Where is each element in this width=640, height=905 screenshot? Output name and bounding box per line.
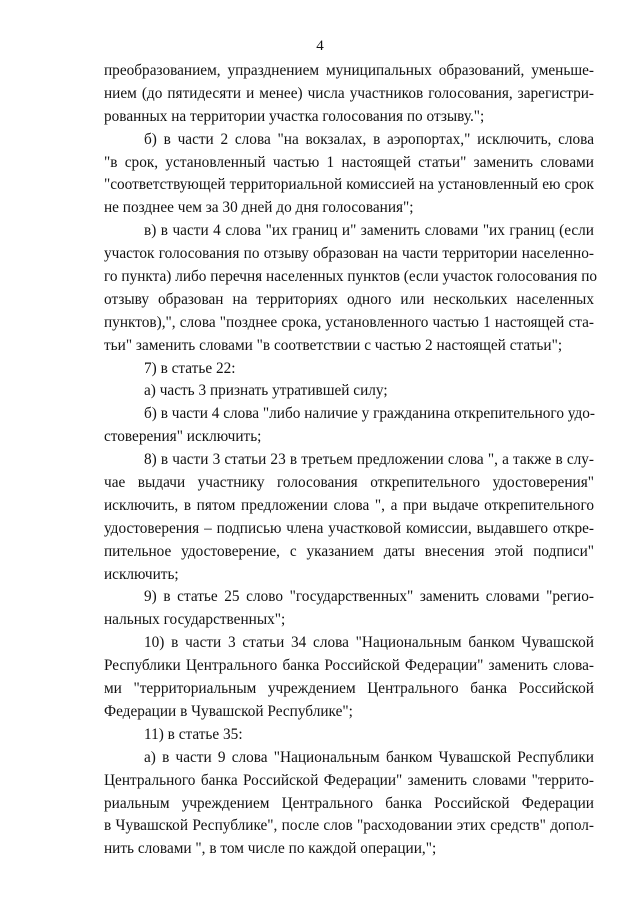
text-line: участок голосования по отзыву образован на части территории населенно- bbox=[104, 245, 594, 263]
text-line: нием (до пятидесяти и менее) числа участников голосования, зарегистри- bbox=[104, 84, 594, 102]
document-text bbox=[104, 60, 598, 861]
text-line: 10) в части 3 статьи 34 слова "Национальным банком Чувашской bbox=[144, 634, 594, 652]
text-line: нальных государственных"; bbox=[104, 611, 286, 629]
text-line: тьи" заменить словами "в соответствии с частью 2 настоящей статьи"; bbox=[104, 336, 563, 354]
text-line: пительное удостоверение, с указанием даты внесения этой подписи" bbox=[104, 542, 594, 560]
text-line: "соответствующей территориальной комиссией на установленный ею срок bbox=[104, 176, 594, 194]
text-line: нить словами ", в том числе по каждой операции,"; bbox=[104, 840, 437, 858]
text-line: 7) в статье 22: bbox=[144, 359, 236, 377]
page-number: 4 bbox=[316, 38, 324, 54]
text-line: б) в части 4 слова "либо наличие у гражданина открепительного удо- bbox=[144, 405, 596, 423]
text-line: чае выдачи участнику голосования открепительного удостоверения" bbox=[104, 474, 594, 492]
text-line: 9) в статье 25 слово "государственных" заменить словами "регио- bbox=[144, 588, 594, 606]
text-line: 8) в части 3 статьи 23 в третьем предложении слова ", а также в слу- bbox=[144, 451, 594, 469]
text-line: стоверения" исключить; bbox=[104, 428, 262, 446]
text-line: не позднее чем за 30 дней до дня голосования"; bbox=[104, 199, 414, 217]
text-line: ми "территориальным учреждением Центрального банка Российской bbox=[104, 680, 594, 698]
text-line: отзыву образован на территориях одного или нескольких населенных bbox=[104, 290, 594, 308]
text-line: в) в части 4 слова "их границ и" заменить словами "их границ (если bbox=[144, 222, 594, 240]
text-line: Республики Центрального банка Российской Федерации" заменить слова- bbox=[104, 657, 594, 675]
text-line: исключить, в пятом предложении слова ", а при выдаче открепительного bbox=[104, 496, 594, 514]
text-line: б) в части 2 слова "на вокзалах, в аэропортах," исключить, слова bbox=[144, 130, 594, 148]
text-line: риальным учреждением Центрального банка Российской Федерации bbox=[104, 794, 594, 812]
text-line: а) в части 9 слова "Национальным банком Чувашской Республики bbox=[144, 748, 594, 766]
text-line: Центрального банка Российской Федерации" заменить словами "террито- bbox=[104, 771, 594, 789]
text-line: в Чувашской Республике", после слов "расходовании этих средств" допол- bbox=[104, 817, 594, 835]
text-line: удостоверения – подписью члена участковой комиссии, выдавшего откре- bbox=[104, 519, 594, 537]
text-line: а) часть 3 признать утратившей силу; bbox=[144, 382, 388, 400]
text-line: исключить; bbox=[104, 565, 179, 583]
text-line: "в срок, установленный частью 1 настоящей статьи" заменить словами bbox=[104, 153, 594, 171]
text-line: рованных на территории участка голосования по отзыву."; bbox=[104, 107, 485, 125]
text-line: го пункта) либо перечня населенных пунктов (если участок голосования по bbox=[104, 268, 598, 286]
text-line: 11) в статье 35: bbox=[144, 725, 243, 743]
text-line: Федерации в Чувашской Республике"; bbox=[104, 702, 353, 720]
text-line: пунктов),", слова "позднее срока, установленного частью 1 настоящей ста- bbox=[104, 313, 594, 331]
text-line: преобразованием, упразднением муниципальных образований, уменьше- bbox=[104, 62, 594, 79]
